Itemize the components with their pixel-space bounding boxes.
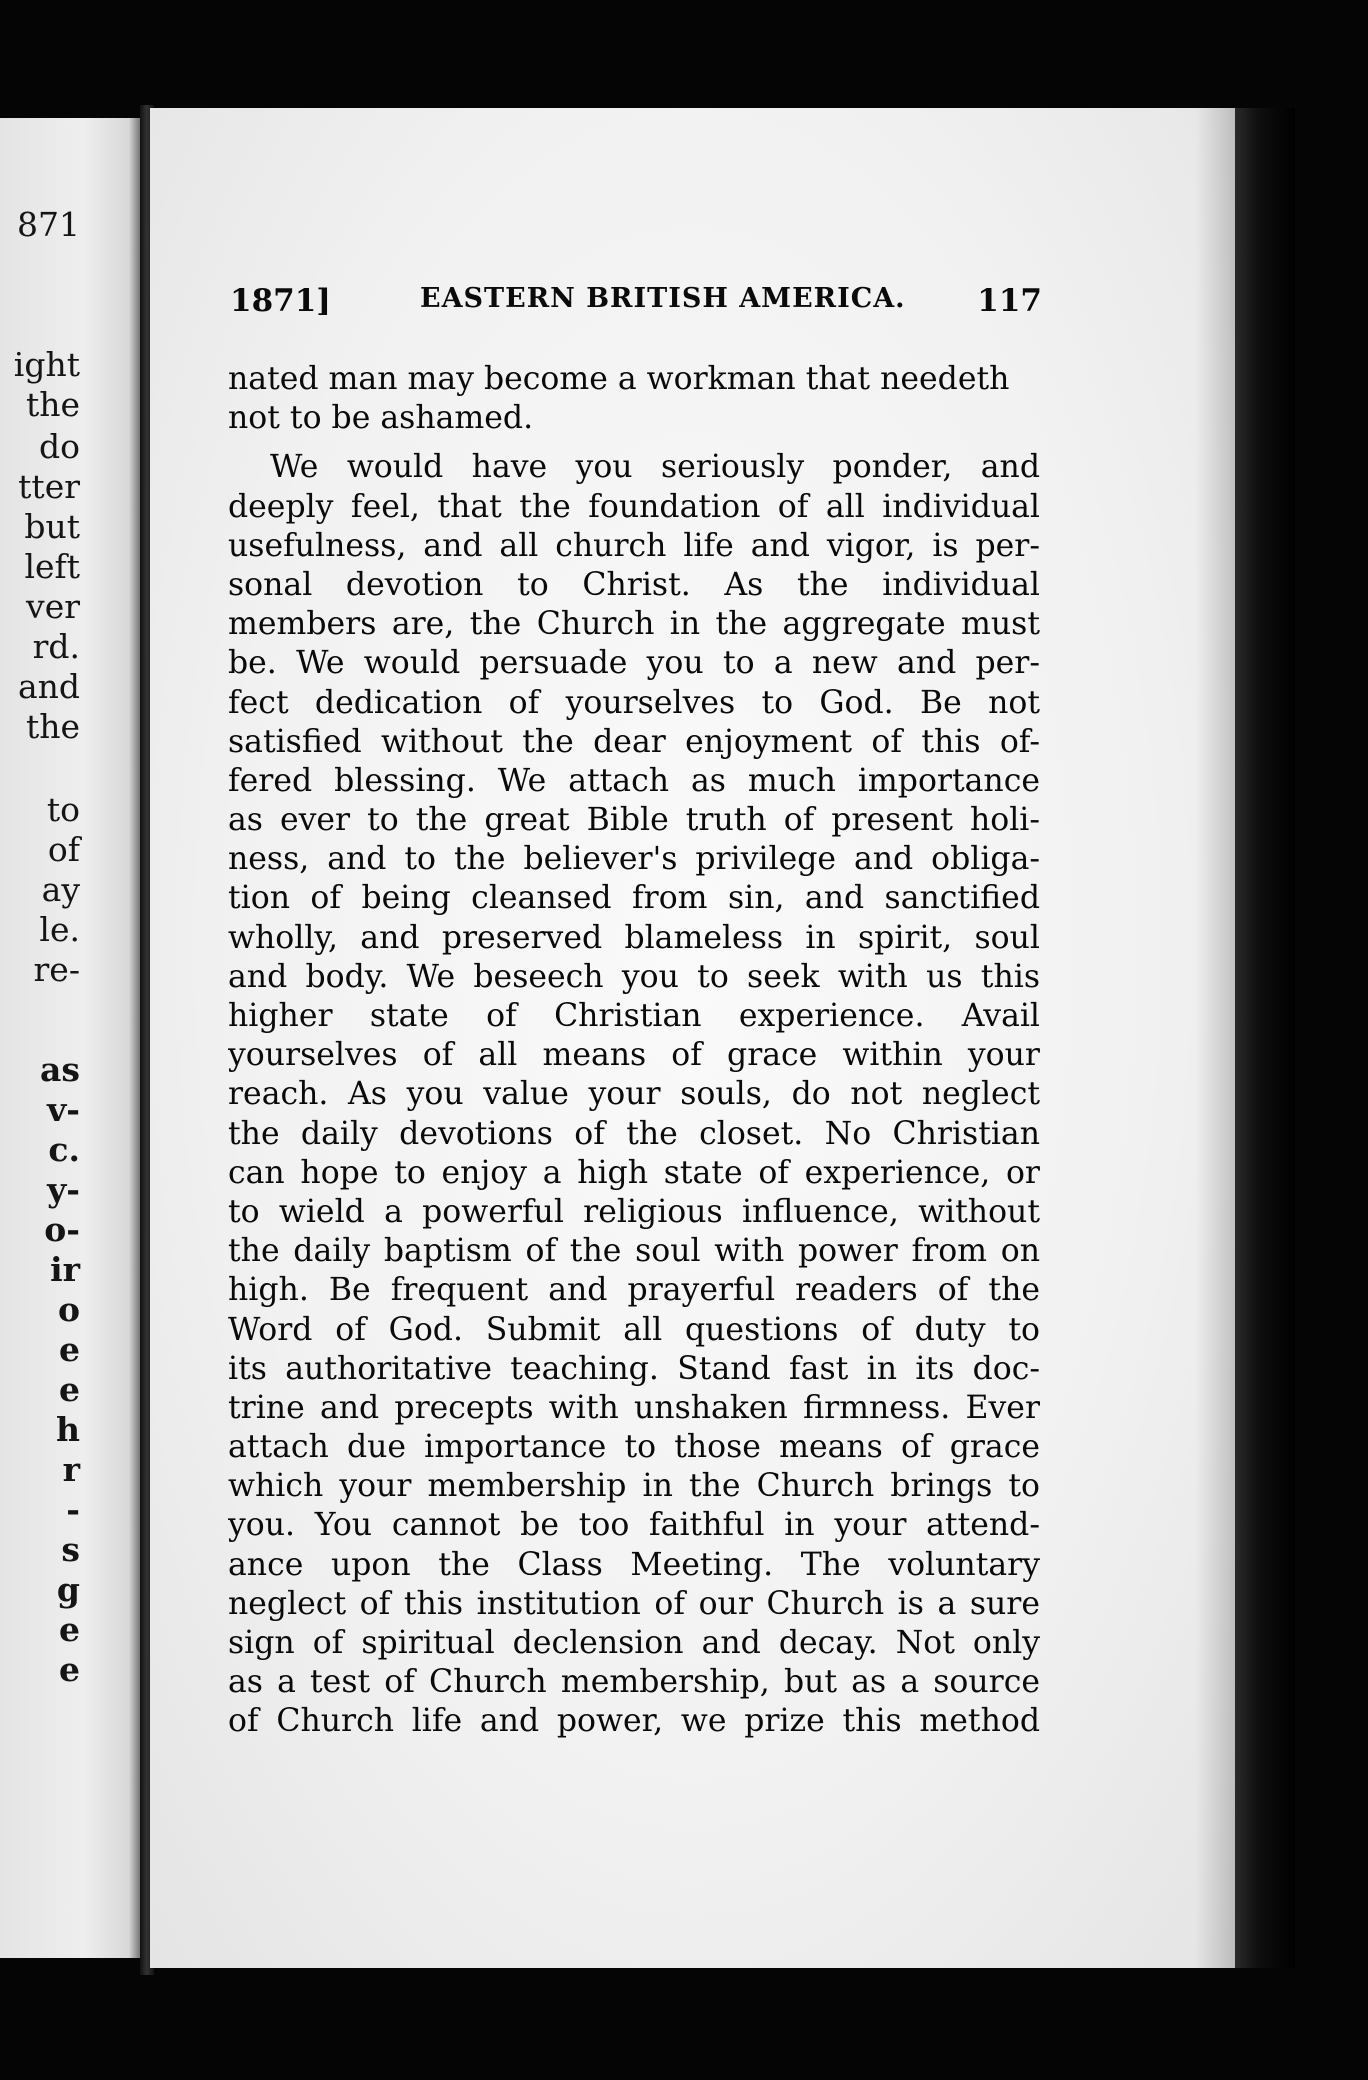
text-line: nated man may become a workman that needeth [228,361,1010,397]
page-edge-shadow [1235,108,1295,1968]
text-line: members are, the Church in the aggregate must [228,606,1040,643]
text-line: reach. As you value your souls, do not neglect [228,1076,1040,1113]
facing-page-text-fragment: of [47,830,80,869]
running-head [230,283,1042,329]
text-line: and body. We beseech you to seek with us this [228,958,1040,995]
text-line: the daily devotions of the closet. No Christian [228,1115,1040,1152]
facing-page-text-fragment: the [25,707,80,746]
facing-page-text-fragment: e [59,1610,80,1649]
text-line: ness, and to the believer's privilege and obliga- [228,841,1040,878]
page-number: 117 [977,283,1042,319]
facing-page-text-fragment: to [46,790,80,829]
facing-page-text-fragment: but [24,507,80,546]
facing-page-text-fragment: e [59,1370,80,1409]
text-line: its authoritative teaching. Stand fast in its doc- [228,1350,1040,1387]
text-line: deeply feel, that the foundation of all individual [228,488,1040,525]
book-page [150,108,1235,1968]
facing-page-text-fragment: r [62,1450,80,1489]
facing-page-text-fragment: e [59,1330,80,1369]
text-line: tion of being cleansed from sin, and sanctified [228,880,1040,917]
text-line: trine and precepts with unshaken firmness. Ever [228,1389,1040,1426]
text-line: as ever to the great Bible truth of present holi- [228,802,1040,839]
text-line: ance upon the Class Meeting. The voluntary [228,1546,1040,1583]
facing-page-text-fragment: o- [44,1210,80,1249]
text-line: be. We would persuade you to a new and per- [228,645,1040,682]
facing-page-text-fragment: le. [39,910,80,949]
text-line: satisfied without the dear enjoyment of this of- [228,723,1040,760]
facing-page-text-fragment: y- [47,1170,80,1209]
facing-page-text-fragment: g [56,1570,80,1609]
facing-page-text-fragment: left [24,547,80,586]
facing-page-text-fragment: the [25,385,80,424]
facing-page-text-fragment: ay [41,870,80,909]
text-line: yourselves of all means of grace within your [228,1037,1040,1074]
facing-page-text-fragment: ver [26,587,80,626]
running-head-title: EASTERN BRITISH AMERICA. [420,283,906,314]
text-line: fered blessing. We attach as much importance [228,762,1040,799]
text-line: We would have you seriously ponder, and [270,449,1040,486]
text-line: fect dedication of yourselves to God. Be not [228,684,1040,721]
text-line: to wield a powerful religious influence, without [228,1193,1040,1230]
facing-page-text-fragment: re- [33,950,80,989]
facing-page-text-fragment: v- [47,1090,80,1129]
text-line: Word of God. Submit all questions of duty to [228,1311,1040,1348]
facing-page-text-fragment: and [17,667,80,706]
text-line: which your membership in the Church brings to [228,1468,1040,1505]
facing-page-text-fragment: 871 [17,205,80,244]
body-text [228,360,1040,1742]
text-line: high. Be frequent and prayerful readers of the [228,1272,1040,1309]
facing-page-text-fragment: ight [13,345,80,384]
facing-page-text-fragment: as [40,1050,80,1089]
facing-page-fragment [0,118,140,1958]
facing-page-text-fragment: rd. [32,627,80,666]
facing-page-text-fragment: do [39,427,80,466]
text-line: usefulness, and all church life and vigor, is per- [228,527,1040,564]
text-line: wholly, and preserved blameless in spirit, soul [228,919,1040,956]
text-line: as a test of Church membership, but as a source [228,1664,1040,1701]
text-line: you. You cannot be too faithful in your attend- [228,1507,1040,1544]
facing-page-text-fragment: h [56,1410,80,1449]
running-head-year: 1871] [230,283,331,319]
text-line: not to be ashamed. [228,400,534,437]
facing-page-text-fragment: e [59,1650,80,1689]
facing-page-text-fragment: o [57,1290,80,1329]
text-line: sign of spiritual declension and decay. Not only [228,1625,1040,1661]
facing-page-text-fragment: s [61,1530,80,1569]
text-line: attach due importance to those means of grace [228,1429,1040,1466]
facing-page-text-fragment: tter [18,467,80,506]
text-line: the daily baptism of the soul with power from on [228,1233,1040,1270]
text-line: can hope to enjoy a high state of experience, or [228,1154,1040,1191]
facing-page-text-fragment: c. [48,1130,80,1169]
text-line: neglect of this institution of our Church is a sure [228,1585,1040,1622]
text-line: sonal devotion to Christ. As the individual [228,566,1040,603]
facing-page-text-fragment: ir [50,1250,80,1289]
text-line: of Church life and power, we prize this method [228,1703,1040,1740]
facing-page-text-fragment: - [66,1490,80,1529]
text-line: higher state of Christian experience. Avail [228,998,1040,1034]
